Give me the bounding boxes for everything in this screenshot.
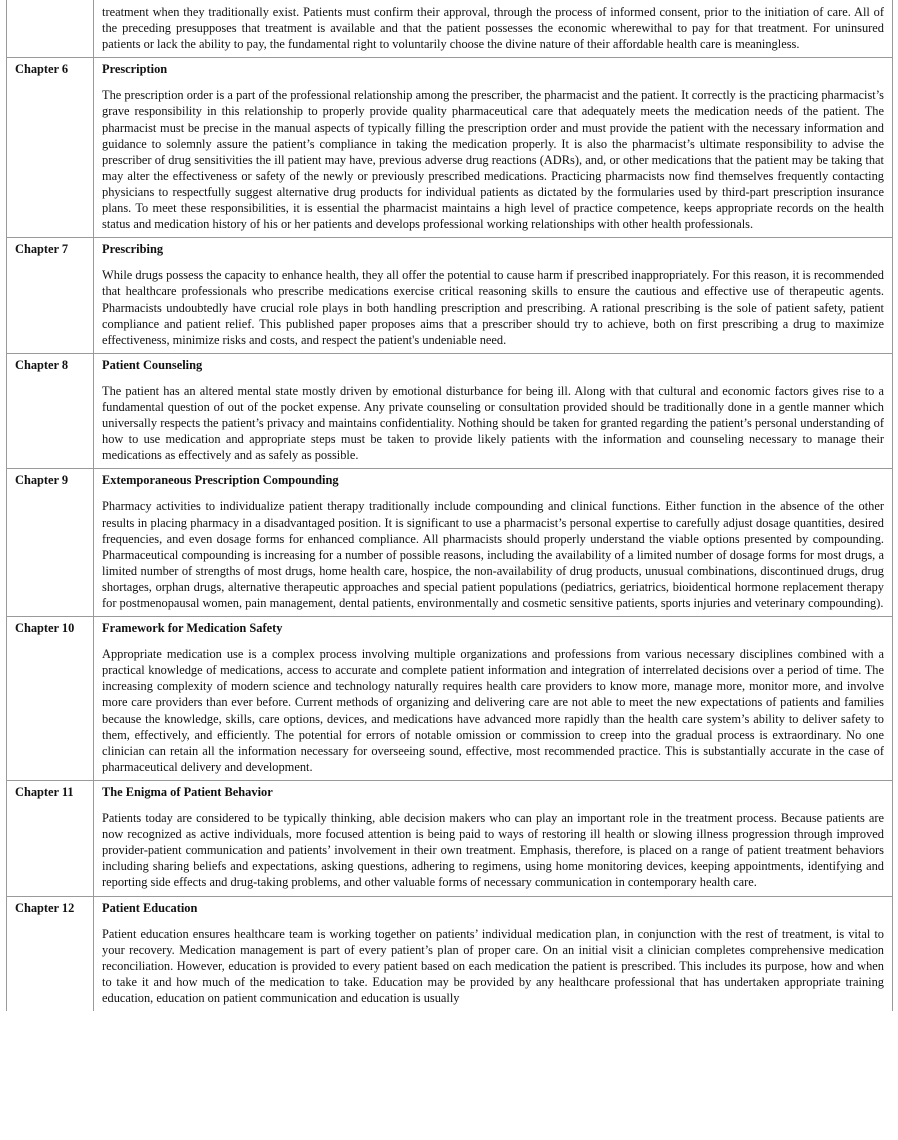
chapter-title: Framework for Medication Safety xyxy=(102,621,283,636)
chapter-row-8 xyxy=(7,353,893,469)
chapter-content xyxy=(94,353,893,469)
chapter-content xyxy=(94,896,893,1011)
chapter-title: Patient Counseling xyxy=(102,357,203,372)
chapter-row-9 xyxy=(7,469,893,617)
chapter-body: Patients today are considered to be typically thinking, able decision makers who can play an important role in the treatment process. Because patients are now recognized as active individuals, more focused attention is being paid to ways of restoring ill health or slowing illness progression through improved provider-patient communication and patients’ involvement in their own treatment. Emphasis, therefore, is placed on a range of patient treatment behaviors including sharing beliefs and expectations, asking questions, adhering to regimens, using home monitoring devices, keeping appointments, identifying and reporting side effects and drug-taking problems, and other valuable forms of necessary communication in contemporary health care. xyxy=(102,811,884,890)
chapter-body: While drugs possess the capacity to enhance health, they all offer the potential to cause harm if prescribed inappropriately. For this reason, it is recommended that healthcare professionals who prescribe medications exercise critical reasoning skills to ensure the cautious and effective use of therapeutic agents. Pharmacists undoubtedly have crucial role plays in both handling prescription and prescribing. A rational prescribing is the sole of patient safety, patient compliance and patient relief. This published paper proposes aims that a prescriber should try to achieve, both on first prescribing a drug to maximize effectiveness, minimize risks and costs, and respect the patient's undeniable need. xyxy=(102,268,884,347)
chapter-content xyxy=(94,238,893,354)
chapter-number: Chapter 7 xyxy=(7,238,94,354)
chapter-body: Appropriate medication use is a complex process involving multiple organizations and professions from various necessary disciplines combined with a practical knowledge of medications, access to accurate and complete patient information and integration of interrelated decisions over a period of time. The increasing complexity of modern science and technology naturally requires health care providers to know more, manage more, monitor more, and involve more care providers than ever before. Current methods of organizing and delivering care are not able to meet the new expectations of patients and families because the knowledge, skills, care options, devices, and medications have advanced more rapidly than the health care system’s ability to deliver safety to them, effectively, and efficiently. The potential for errors of notable omission or commission to creep into the gradual process is extraordinary. No one clinician can retain all the information necessary for overseeing sound, effective, most recommended practice. This is substantially accurate in the case of pharmaceutical delivery and development. xyxy=(102,647,884,774)
chapter-content xyxy=(94,469,893,617)
chapter-row-continuation xyxy=(7,0,893,58)
chapter-content xyxy=(94,617,893,781)
chapter-body: treatment when they traditionally exist. Patients must confirm their approval, through the process of informed consent, prior to the initiation of care. All of the preceding presupposes that treatment is available and that the patient possesses the economic wherewithal to pay for that treatment. For uninsured patients or lack the ability to pay, the fundamental right to voluntarily choose the divine nature of their affordable health care is meaningless. xyxy=(102,5,884,52)
chapter-body: The prescription order is a part of the professional relationship among the prescriber, the pharmacist and the patient. It correctly is the practicing pharmacist’s grave responsibility in this relationship to properly provide quality pharmaceutical care that adequately meets the medication needs of the patient. The pharmacist must be precise in the manual aspects of typically filling the prescription order and must provide the patient with the necessary information and guidance to solemnly assure the patient’s compliance in taking the medication properly. It is also the pharmacist’s ultimate responsibility to advise the prescriber of drug sensitivities the ill patient may have, previous adverse drug reactions (ADRs), and, or other medications that the patient may be taking that may alter the effectiveness or safety of the newly or previously prescribed medications. Practicing pharmacists now find themselves frequently contacting physicians to respectfully suggest alternative drug products for individual patients as dictated by the formularies used by third-part prescription insurance plans. To meet these responsibilities, it is essential the pharmacist maintains a high level of practice competence, keeps appropriate records on the health status and medication history of his or her patients and develops professional working relationships with other health professionals. xyxy=(102,88,884,232)
chapter-title: Patient Education xyxy=(102,900,198,915)
chapter-number: Chapter 12 xyxy=(7,896,94,1011)
chapter-title: Extemporaneous Prescription Compounding xyxy=(102,473,339,488)
chapter-row-12 xyxy=(7,896,893,1011)
chapter-number: Chapter 9 xyxy=(7,469,94,617)
chapter-number: Chapter 8 xyxy=(7,353,94,469)
chapter-number: Chapter 6 xyxy=(7,58,94,238)
chapter-content xyxy=(94,0,893,58)
chapter-table xyxy=(6,0,893,1011)
chapter-body: The patient has an altered mental state mostly driven by emotional disturbance for being ill. Along with that cultural and economic factors gives rise to a fundamental question of out of the pocket expense. Any private counseling or consultation provided should be traditionally done in a gentle manner which universally respects the patient’s privacy and maintains confidentiality. Nothing should be taken for granted regarding the patient’s personal understanding of how to use medication and appropriate steps must be taken to provide likely patients with the information and counseling necessary to manage their medications as effectively and as safely as possible. xyxy=(102,383,884,463)
chapter-content xyxy=(94,58,893,238)
chapter-content xyxy=(94,780,893,896)
chapter-title: Prescription xyxy=(102,62,168,77)
chapter-title: Prescribing xyxy=(102,242,164,257)
chapter-body: Pharmacy activities to individualize patient therapy traditionally include compounding and clinical functions. Either function in the absence of the other results in placing pharmacy in a disadvantaged position. It is significant to use a pharmacist’s personal expertise to carefully adjust dosage quantities, desired frequencies, and even dosage forms for enhanced compliance. All pharmacists should properly understand the viable options presented by compounding. Pharmaceutical compounding is increasing for a number of possible reasons, including the availability of a limited number of dosage forms for most drugs, a limited number of strengths of most drugs, home health care, hospice, the non-availability of drug products, unusual combinations, discontinued drugs, drug shortages, orphan drugs, alternative therapeutic approaches and special patient populations (pediatrics, geriatrics, bioidentical hormone replacement therapy for postmenopausal women, pain management, dental patients, environmentally and cosmetic sensitive patients, sports injuries and veterinary compounding). xyxy=(102,499,884,610)
chapter-row-6 xyxy=(7,58,893,238)
chapter-row-11 xyxy=(7,780,893,896)
chapter-title: The Enigma of Patient Behavior xyxy=(102,784,273,799)
chapter-body: Patient education ensures healthcare team is working together on patients’ individual medication plan, in conjunction with the rest of treatment, is vital to your recovery. Medication management is part of every patient’s plan of proper care. On an initial visit a clinician completes comprehensive medication reconciliation. However, education is provided to every patient based on each medication the patient is prescribed. This includes its purpose, how and when to take it and how much of the medication to take. Education may be provided by any healthcare professional that has undertaken appropriate training education, education on patient communication and education is usually xyxy=(102,926,884,1005)
chapter-row-7 xyxy=(7,238,893,354)
chapter-number xyxy=(7,0,94,58)
chapter-row-10 xyxy=(7,617,893,781)
chapter-number: Chapter 10 xyxy=(7,617,94,781)
chapter-number: Chapter 11 xyxy=(7,780,94,896)
